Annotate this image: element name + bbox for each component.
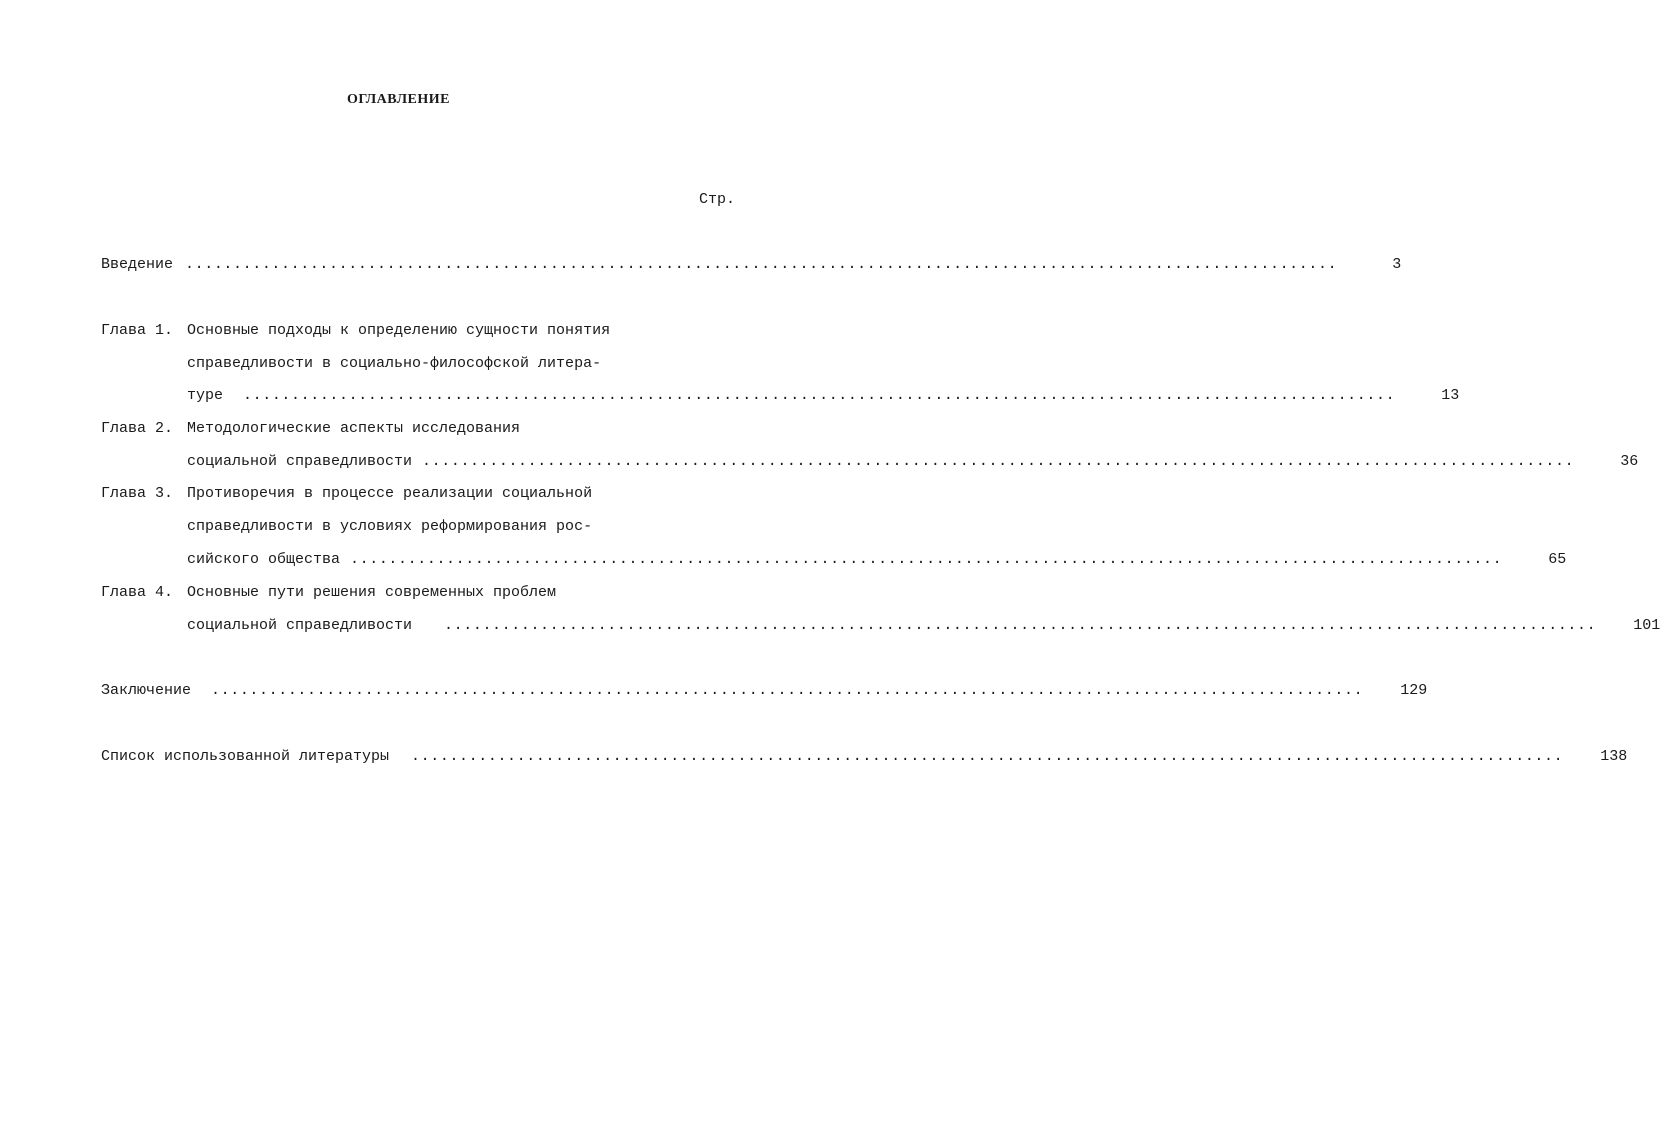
toc-entry-chapter-3-cont (101, 517, 731, 537)
toc-entry-title: Методологические аспекты исследования (187, 420, 521, 437)
page-title: ОГЛАВЛЕНИЕ (347, 92, 450, 107)
toc-entry-title: справедливости в социально-философской литера- (187, 355, 602, 372)
toc-page-number: 101 (1633, 617, 1660, 634)
toc-entry-chapter-4[interactable] (101, 583, 731, 603)
toc-page-number: 13 (1441, 387, 1460, 404)
dot-leader: ........................................................................................................................ (422, 453, 1575, 470)
toc-page-number: 138 (1600, 748, 1628, 765)
page-column-label: Стр. (699, 191, 736, 208)
toc-page-number: 3 (1392, 256, 1402, 273)
dot-leader: ........................................................................................................................ (211, 682, 1364, 699)
chapter-label: Глава 3. (101, 485, 174, 502)
toc-page-number: 129 (1400, 682, 1428, 699)
toc-entry-title: Основные пути решения современных проблем (187, 584, 557, 601)
toc-entry-chapter-3-end (101, 550, 1567, 570)
chapter-label: Глава 4. (101, 584, 174, 601)
dot-leader: ........................................................................................................................ (411, 748, 1564, 765)
toc-entry-chapter-3[interactable] (101, 484, 731, 504)
toc-entry-title: Основные подходы к определению сущности понятия (187, 322, 611, 339)
toc-entry-conclusion[interactable] (101, 681, 1428, 701)
toc-entry-title: справедливости в условиях реформирования рос- (187, 518, 593, 535)
toc-entry-title: Список использованной литературы (101, 748, 390, 765)
toc-entry-title: Противоречия в процессе реализации социальной (187, 485, 593, 502)
toc-entry-title: социальной справедливости (187, 617, 413, 634)
toc-entry-chapter-2-end (101, 452, 1639, 472)
toc-entry-chapter-1[interactable] (101, 321, 731, 341)
chapter-label: Глава 1. (101, 322, 174, 339)
toc-entry-chapter-4-end (101, 616, 1660, 636)
toc-entry-title: туре (187, 387, 224, 404)
dot-leader: ........................................................................................................................ (185, 256, 1338, 273)
chapter-label: Глава 2. (101, 420, 174, 437)
dot-leader: ........................................................................................................................ (444, 617, 1597, 634)
toc-entry-intro[interactable] (101, 255, 1402, 275)
toc-page-number: 65 (1548, 551, 1567, 568)
toc-entry-title: Заключение (101, 682, 192, 699)
toc-entry-title: социальной справедливости (187, 453, 413, 470)
toc-entry-title: Введение (101, 256, 174, 273)
toc-entry-title: сийского общества (187, 551, 341, 568)
toc-entry-chapter-1-cont (101, 354, 731, 374)
dot-leader: ........................................................................................................................ (350, 551, 1503, 568)
toc-entry-chapter-1-end (101, 386, 1460, 406)
toc-entry-chapter-2[interactable] (101, 419, 731, 439)
toc-page-number: 36 (1620, 453, 1639, 470)
toc-entry-bibliography[interactable] (101, 747, 1628, 767)
dot-leader: ........................................................................................................................ (243, 387, 1396, 404)
